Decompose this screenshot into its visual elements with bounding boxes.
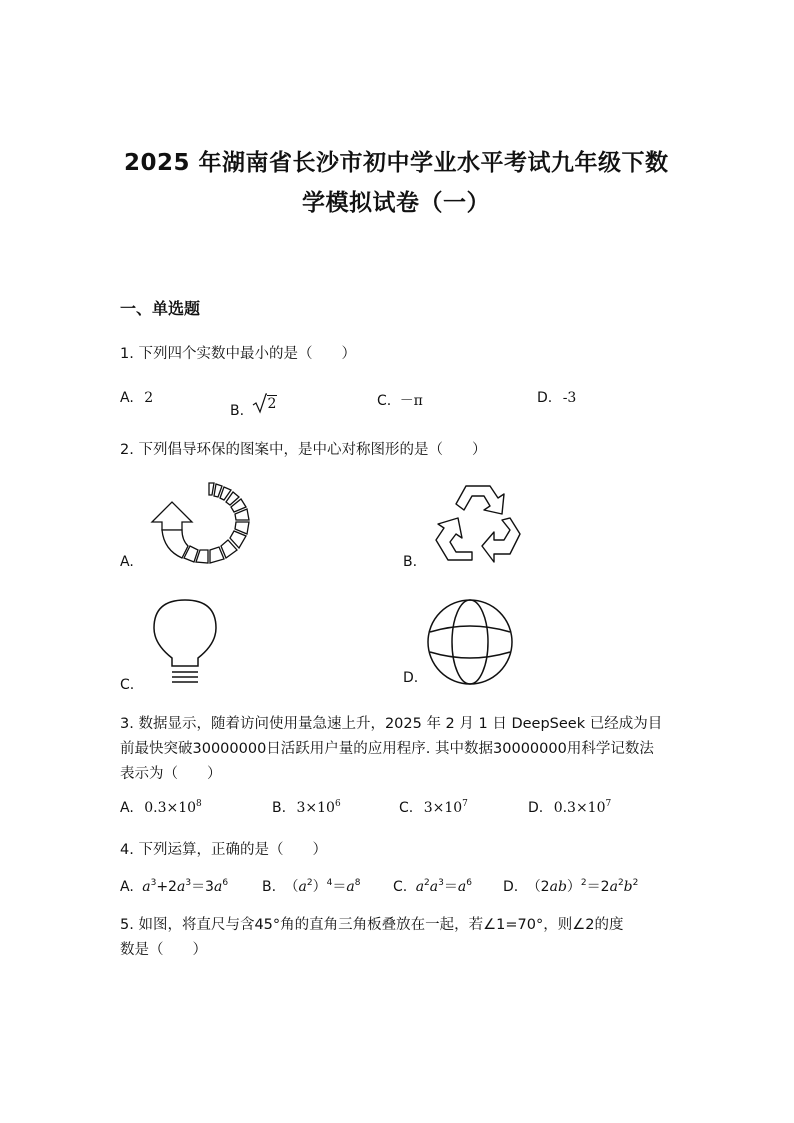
q1-c-label: C. <box>377 393 392 409</box>
q4-a-expr: $a^3+2a^3=3a^6$ <box>142 878 229 895</box>
q4-a-label: A. <box>120 879 134 895</box>
q3-option-c[interactable] <box>399 800 468 816</box>
q1-stem: 1. 下列四个实数中最小的是（ ） <box>120 346 356 362</box>
q3-option-a[interactable] <box>120 800 202 816</box>
q1-b-label: B. <box>230 403 245 419</box>
q4-stem: 4. 下列运算，正确的是（ ） <box>120 842 327 858</box>
q1-d-value: -3 <box>562 390 577 406</box>
q1-option-a[interactable] <box>120 390 153 406</box>
q3-d-label: D. <box>528 800 544 816</box>
page-title-line1: 2025 年湖南省长沙市初中学业水平考试九年级下数 <box>124 150 669 176</box>
circular-arrow-icon[interactable] <box>148 478 258 568</box>
q1-a-value: 2 <box>144 390 154 406</box>
q1-option-d[interactable] <box>537 390 576 406</box>
q3-a-label: A. <box>120 800 134 816</box>
q3-stem-line1: 3. 数据显示，随着访问使用量急速上升，2025 年 2 月 1 日 DeepSeek 已经成为目 <box>120 716 663 732</box>
q3-b-label: B. <box>272 800 287 816</box>
q3-stem-line2: 前最快突破30000000日活跃用户量的应用程序. 其中数据30000000用科学记数法 <box>120 741 654 757</box>
q4-d-expr: $(2ab)^2=2a^2b^2$ <box>526 878 639 895</box>
q2-c-label: C. <box>120 677 135 693</box>
q4-option-b[interactable] <box>262 876 360 896</box>
q4-option-a[interactable] <box>120 876 228 896</box>
q3-b-value: $3\times 10^6$ <box>296 799 341 816</box>
q3-c-value: $3\times 10^7$ <box>423 799 468 816</box>
q4-c-expr: $a^2a^3=a^6$ <box>415 878 472 895</box>
q3-option-d[interactable] <box>528 800 611 816</box>
q4-d-label: D. <box>503 879 519 895</box>
q1-c-value: －π <box>399 393 423 409</box>
page-title-line2: 学模拟试卷（一） <box>302 190 490 216</box>
q2-d-label: D. <box>403 670 419 686</box>
q1-option-b[interactable] <box>230 390 277 419</box>
q4-c-label: C. <box>393 879 408 895</box>
sqrt-symbol <box>253 393 267 413</box>
light-bulb-icon[interactable] <box>150 596 220 688</box>
recycle-icon[interactable] <box>432 482 524 568</box>
q2-a-label: A. <box>120 554 134 570</box>
q3-c-label: C. <box>399 800 414 816</box>
q3-a-value: $0.3\times 10^8$ <box>144 799 202 816</box>
q4-b-expr: $(a^2)^4=a^8$ <box>284 878 361 895</box>
q5-stem-line2: 数是（ ） <box>120 942 207 958</box>
q3-d-value: $0.3\times 10^7$ <box>553 799 612 816</box>
q1-a-label: A. <box>120 390 134 406</box>
q3-stem-line3: 表示为（ ） <box>120 766 222 782</box>
q2-stem: 2. 下列倡导环保的图案中，是中心对称图形的是（ ） <box>120 442 487 458</box>
q4-option-d[interactable] <box>503 876 638 896</box>
q4-option-c[interactable] <box>393 876 472 896</box>
q3-option-b[interactable] <box>272 800 341 816</box>
globe-icon[interactable] <box>426 598 514 686</box>
q1-b-radicand: 2 <box>267 396 277 412</box>
section-heading: 一、单选题 <box>120 299 201 318</box>
q1-d-label: D. <box>537 390 553 406</box>
q1-b-sqrt <box>253 390 278 414</box>
q1-option-c[interactable] <box>377 390 423 410</box>
q2-b-label: B. <box>403 554 418 570</box>
q5-stem-line1: 5. 如图，将直尺与含45°角的直角三角板叠放在一起，若∠1=70°，则∠2的度 <box>120 917 624 933</box>
q4-b-label: B. <box>262 879 277 895</box>
